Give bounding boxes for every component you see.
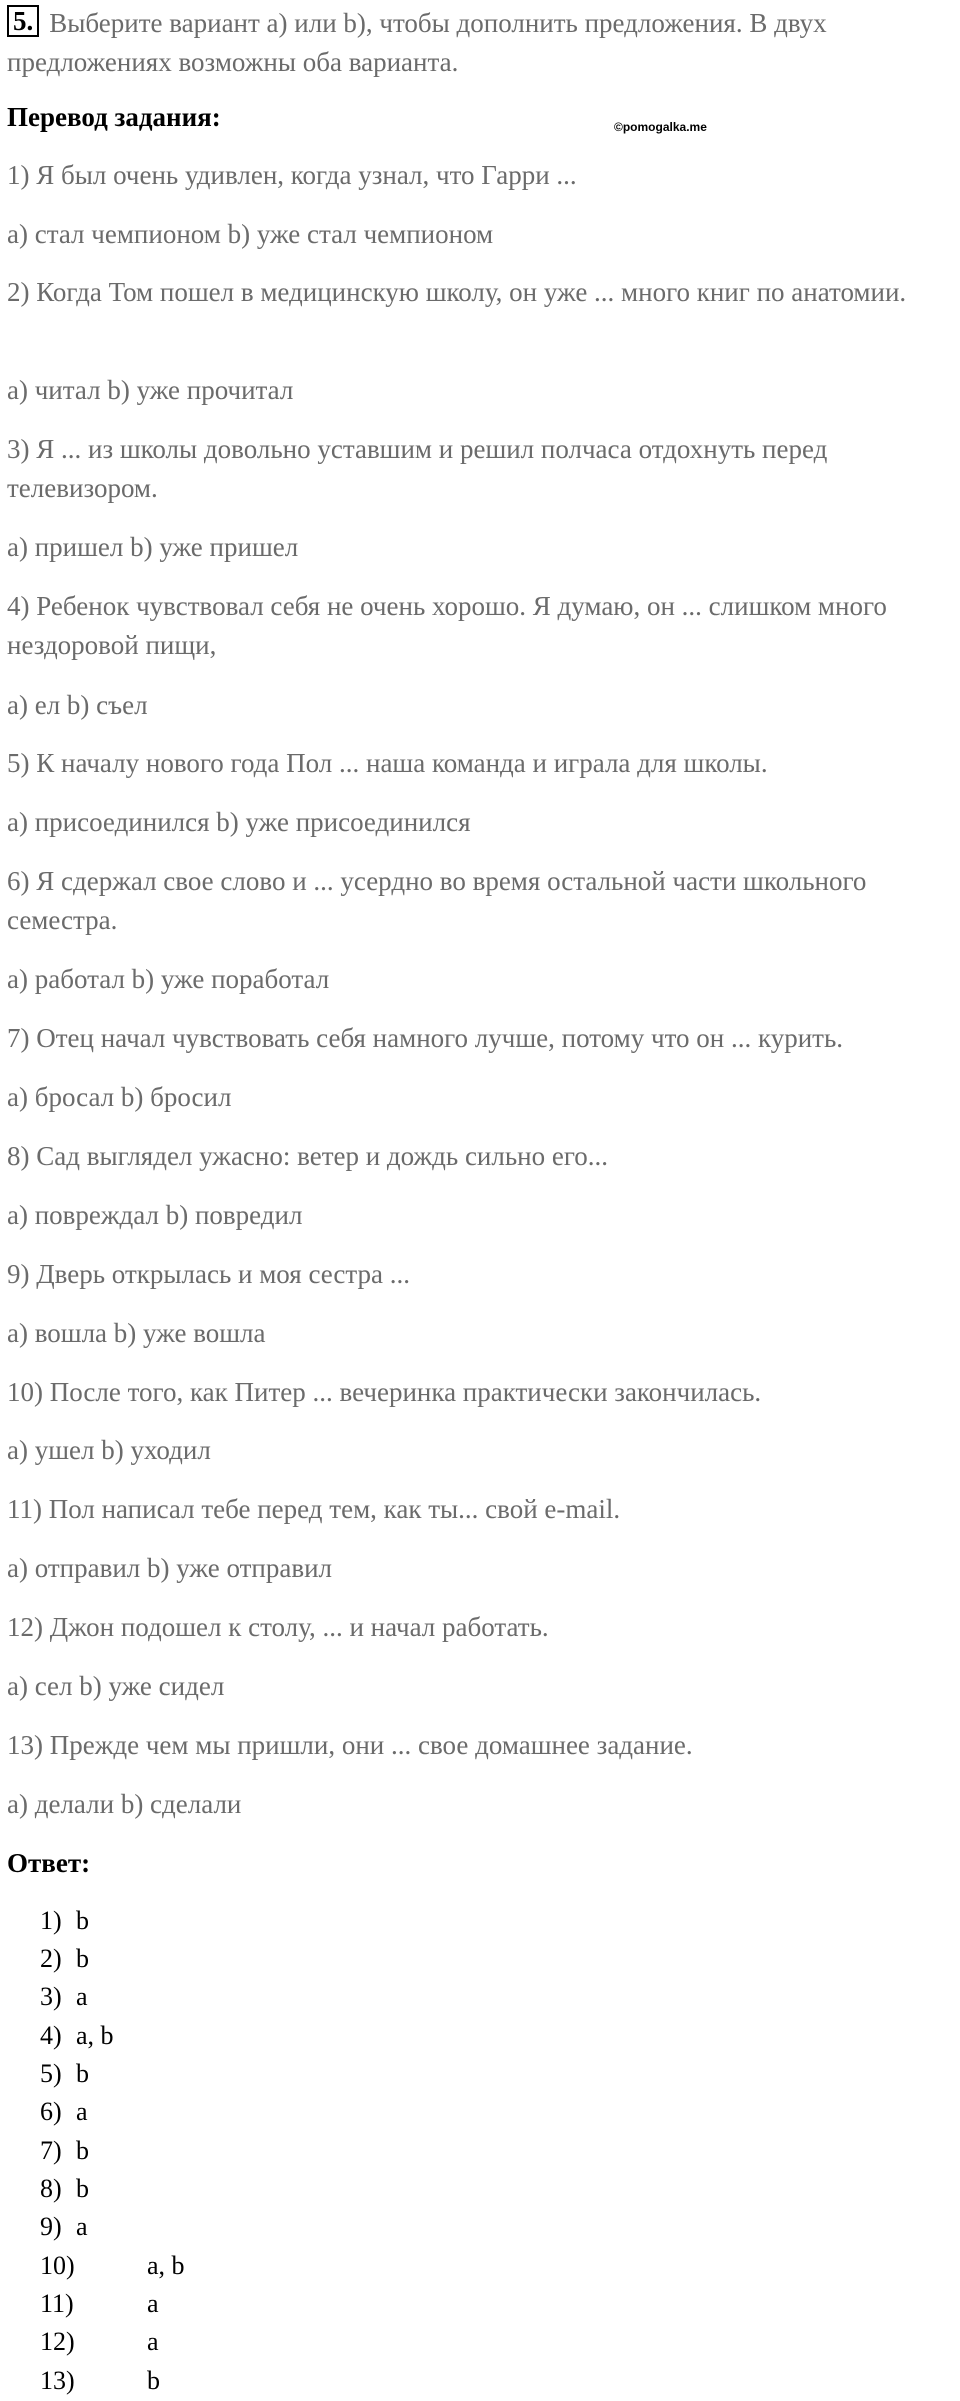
answer-item: [40, 2289, 240, 2319]
item-options: а) присоединился b) уже присоединился: [7, 807, 471, 837]
item-sentence: 11) Пол написал тебе перед тем, как ты... свой e-mail.: [7, 1494, 621, 1524]
item-options: а) делали b) сделали: [7, 1789, 242, 1819]
item-sentence: 13) Прежде чем мы пришли, они ... свое домашнее задание.: [7, 1730, 693, 1760]
answer-item: [40, 1944, 240, 1974]
item-sentence: 12) Джон подошел к столу, ... и начал работать.: [7, 1612, 549, 1642]
answer-value: b: [76, 2136, 89, 2165]
translation-title: Перевод задания:: [7, 102, 221, 132]
answer-number: 5): [40, 2059, 62, 2088]
item-sentence: 2) Когда Том пошел в медицинскую школу, он уже ... много книг по анатомии.: [7, 277, 907, 307]
answer-value: a, b: [76, 2021, 114, 2050]
item-options: а) отправил b) уже отправил: [7, 1553, 332, 1583]
item-options: а) читал b) уже прочитал: [7, 375, 294, 405]
answer-number: 4): [40, 2021, 62, 2050]
answer-title: Ответ:: [7, 1848, 91, 1878]
item-options: а) бросал b) бросил: [7, 1082, 232, 1112]
answer-number: 2): [40, 1944, 62, 1973]
item-options: а) сел b) уже сидел: [7, 1671, 225, 1701]
answer-item: [40, 1982, 240, 2012]
answer-number: 1): [40, 1906, 62, 1935]
answer-item: [40, 2327, 240, 2357]
item-sentence: 7) Отец начал чувствовать себя намного лучше, потому что он ... курить.: [7, 1023, 844, 1053]
item-options: а) ушел b) уходил: [7, 1435, 211, 1465]
answer-value: b: [147, 2366, 160, 2395]
answer-number: 3): [40, 1982, 62, 2011]
answer-number: 10): [40, 2251, 75, 2280]
answer-value: a: [147, 2289, 159, 2318]
task-number: 5.: [7, 5, 39, 37]
answer-value: b: [76, 1906, 89, 1935]
answer-item: [40, 2366, 240, 2396]
answer-item: [40, 2174, 240, 2204]
answer-item: [40, 2059, 240, 2089]
item-sentence: 10) После того, как Питер ... вечеринка практически закончилась.: [7, 1377, 762, 1407]
answer-number: 8): [40, 2174, 62, 2203]
item-options: а) ел b) съел: [7, 690, 148, 720]
answer-number: 13): [40, 2366, 75, 2395]
item-sentence: 4) Ребенок чувствовал себя не очень хорошо. Я думаю, он ... слишком много нездоровой пищи,: [7, 591, 887, 660]
answer-value: b: [76, 2174, 89, 2203]
task-instruction: Выберите вариант a) или b), чтобы дополнить предложения. В двух предложениях возможны оба варианта.: [7, 8, 827, 77]
item-sentence: 3) Я ... из школы довольно уставшим и решил полчаса отдохнуть перед телевизором.: [7, 434, 828, 503]
item-options: а) вошла b) уже вошла: [7, 1318, 266, 1348]
item-sentence: 1) Я был очень удивлен, когда узнал, что Гарри ...: [7, 160, 577, 190]
answer-number: 12): [40, 2327, 75, 2356]
answer-item: [40, 2021, 240, 2051]
answer-item: [40, 2097, 240, 2127]
answer-value: a: [76, 1982, 88, 2011]
item-sentence: 6) Я сдержал свое слово и ... усердно во время остальной части школьного семестра.: [7, 866, 867, 935]
answer-value: b: [76, 1944, 89, 1973]
answer-item: [40, 2251, 240, 2281]
answer-value: b: [76, 2059, 89, 2088]
answer-item: [40, 2212, 240, 2242]
item-sentence: 8) Сад выглядел ужасно: ветер и дождь сильно его...: [7, 1141, 609, 1171]
answer-number: 6): [40, 2097, 62, 2126]
answer-number: 11): [40, 2289, 74, 2318]
item-options: а) пришел b) уже пришел: [7, 532, 299, 562]
item-options: а) стал чемпионом b) уже стал чемпионом: [7, 219, 494, 249]
answer-number: 9): [40, 2212, 62, 2241]
answer-item: [40, 2136, 240, 2166]
item-sentence: 9) Дверь открылась и моя сестра ...: [7, 1259, 411, 1289]
task-header: [7, 4, 947, 82]
item-options: а) работал b) уже поработал: [7, 964, 330, 994]
answer-item: [40, 1906, 240, 1936]
answer-value: a: [147, 2327, 159, 2356]
answer-value: a, b: [147, 2251, 185, 2280]
item-options: а) повреждал b) повредил: [7, 1200, 303, 1230]
answer-number: 7): [40, 2136, 62, 2165]
answer-value: a: [76, 2212, 88, 2241]
watermark: ©pomogalka.me: [614, 120, 707, 134]
answer-value: a: [76, 2097, 88, 2126]
item-sentence: 5) К началу нового года Пол ... наша команда и играла для школы.: [7, 748, 768, 778]
